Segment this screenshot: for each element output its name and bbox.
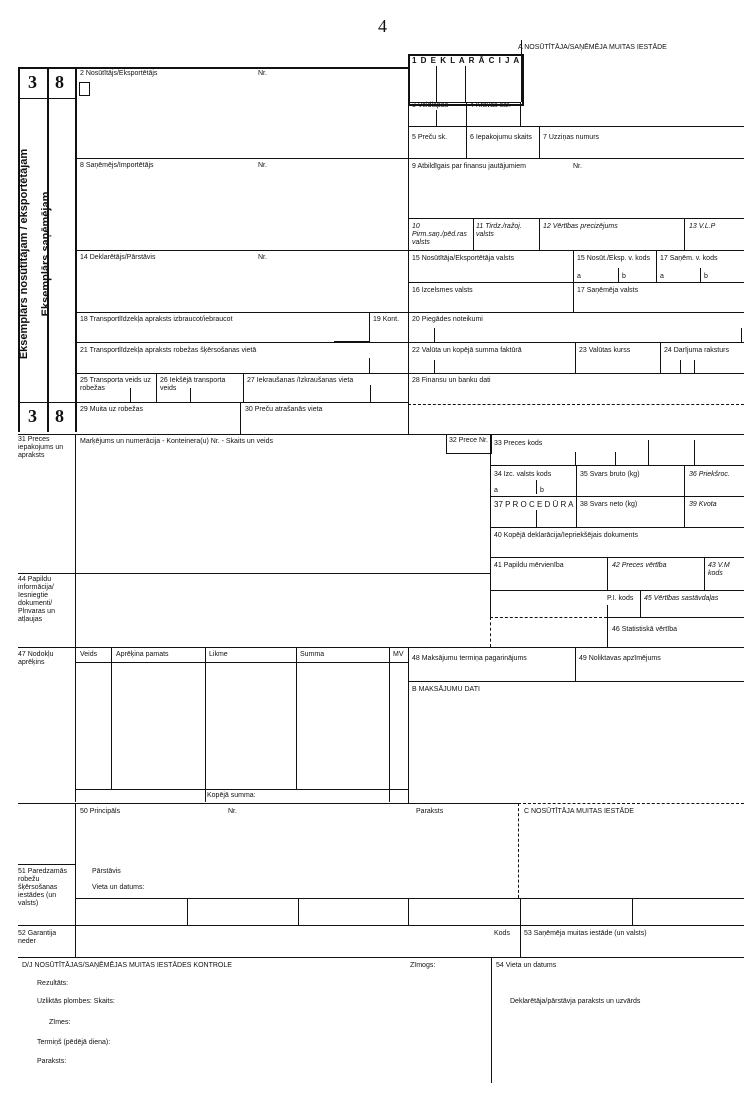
rule (700, 268, 701, 282)
field-19: 19 Kont. (373, 316, 400, 323)
field-12: 12 Vērtības precizējums (543, 223, 618, 230)
rule (75, 662, 408, 663)
field-31-marking: Marķējums un numerācija - Konteinera(u) Nr. - Skaits un veids (80, 438, 273, 445)
rule (491, 957, 492, 1083)
rule (465, 66, 466, 102)
rule (75, 250, 408, 251)
rule (575, 647, 576, 681)
field-6: 6 Iepakojumu skaits (470, 134, 532, 141)
rule (408, 681, 744, 682)
field-26: 26 Iekšējā transporta veids (160, 377, 226, 392)
rule (190, 388, 191, 402)
field-4: 4 Kravas sar. (470, 102, 511, 109)
rule (536, 510, 537, 527)
rule (648, 440, 649, 465)
field-15a: 15 Nosūt./Eksp. v. kods (577, 255, 651, 262)
rule (243, 373, 244, 402)
rule (408, 54, 409, 434)
rule (473, 218, 474, 250)
rule (490, 617, 607, 618)
sub-a-15: a (577, 273, 581, 280)
field-50-signature: Paraksts (416, 808, 444, 815)
field-38: 38 Svars neto (kg) (580, 501, 638, 508)
field-47: 47 Nodokļu aprēķins (18, 651, 54, 666)
rule (518, 803, 744, 804)
rule (75, 647, 76, 802)
field-22: 22 Valūta un kopējā summa faktūrā (412, 347, 522, 354)
rule (18, 925, 744, 926)
rule (490, 496, 744, 497)
rule (573, 250, 574, 312)
field-b: B MAKSĀJUMU DATI (412, 686, 480, 693)
field-30: 30 Preču atrašanās vieta (245, 406, 323, 413)
box-a-label: A NOSŪTĪTĀJA/SAŅĒMĒJA MUITAS IESTĀDE (518, 44, 667, 51)
rule (75, 373, 408, 374)
rule (389, 647, 390, 802)
rule (18, 864, 76, 865)
rule (539, 126, 540, 158)
rule (704, 557, 705, 590)
col-pamats: Aprēķina pamats (116, 651, 169, 658)
field-34: 34 Izc. valsts kods (494, 471, 552, 478)
field-36: 36 Priekšroc. (689, 471, 730, 478)
rule (490, 527, 744, 528)
marks: Zīmes: (49, 1019, 71, 1026)
representative: Pārstāvis (92, 868, 121, 875)
sub-b-17: b (704, 273, 708, 280)
field-53: 53 Saņēmēja muitas iestāde (un valsts) (524, 930, 647, 937)
field-48: 48 Maksājumu termiņa pagarinājums (412, 655, 527, 662)
field-31: 31 Preces iepakojums un apraksts (18, 436, 64, 459)
declarant-signature: Deklarētāja/pārstāvja paraksts un uzvārds (510, 998, 641, 1005)
copy-code-8-bottom: 8 (55, 406, 64, 426)
rule (18, 647, 744, 648)
rule (539, 218, 540, 250)
rule (75, 402, 408, 403)
field-43: 43 V.M kods (708, 562, 730, 577)
copy-label-outer: Eksemplārs nosūtītājam / eksportētājam (18, 148, 30, 360)
rule (75, 434, 76, 574)
rule (466, 126, 467, 158)
field-20: 20 Piegādes noteikumi (412, 316, 483, 323)
rule (660, 342, 661, 373)
field-29: 29 Muita uz robežas (80, 406, 144, 413)
rule (575, 452, 576, 465)
rule (370, 385, 371, 402)
field-8-nr: Nr. (258, 162, 267, 169)
rule (741, 328, 742, 342)
field-37: 37 P R O C E D Ū R A (494, 500, 574, 509)
field-2-checkbox[interactable] (79, 82, 90, 96)
page-number: 4 (378, 16, 387, 36)
field-17: 17 Saņēmēja valsts (577, 287, 639, 294)
result: Rezultāts: (37, 980, 69, 987)
field-33: 33 Preces kods (494, 440, 543, 447)
field-25: 25 Transporta veids uz robežas (80, 377, 151, 392)
rule (640, 590, 641, 617)
rule (618, 268, 619, 282)
field-21: 21 Transportlīdzekļa apraksts robežas šķērsošanas vietā (80, 347, 257, 354)
rule (75, 342, 408, 343)
field-27: 27 Iekraušanas /Izkraušanas vieta (247, 377, 354, 384)
rule (680, 360, 681, 373)
rule (408, 126, 744, 127)
col-veids: Veids (80, 651, 98, 658)
field-5: 5 Preču sk. (412, 134, 448, 141)
rule (408, 373, 744, 374)
place-date: Vieta un datums: (92, 884, 145, 891)
rule (434, 360, 435, 373)
rule (408, 342, 744, 343)
rule (156, 373, 157, 402)
rule (408, 282, 744, 283)
sub-a-17: a (660, 273, 664, 280)
rule (408, 218, 744, 219)
total-sum: Kopējā summa: (207, 792, 256, 799)
sub-a-34: a (494, 487, 498, 494)
field-42: 42 Preces vērtība (612, 562, 667, 569)
field-46: 46 Statistiskā vērtība (612, 626, 677, 633)
field-23: 23 Valūtas kurss (579, 347, 631, 354)
field-16: 16 Izcelsmes valsts (412, 287, 473, 294)
rule (408, 312, 744, 313)
declaration-title: 1 D E K L A R Ā C I J A (412, 56, 521, 65)
rule (520, 898, 521, 925)
rule (436, 66, 437, 102)
stamp: Zīmogs: (410, 962, 436, 969)
rule (684, 218, 685, 250)
rule (18, 957, 744, 958)
rule (575, 342, 576, 373)
rule (18, 434, 744, 435)
rule (75, 898, 744, 899)
rule (490, 465, 744, 466)
col-mv: MV (393, 651, 404, 658)
field-24: 24 Darījuma raksturs (664, 347, 729, 354)
rule (694, 440, 695, 465)
field-14: 14 Deklarētājs/Pārstāvis (80, 254, 156, 261)
rule (18, 573, 490, 574)
rule (490, 557, 744, 558)
field-35: 35 Svars bruto (kg) (580, 471, 640, 478)
col-summa: Summa (300, 651, 325, 658)
rule (240, 402, 241, 434)
field-51: 51 Paredzamās robežu šķērsošanas iestādes (un valsts) (18, 868, 68, 907)
field-44: 44 Papildu informācija/ Iesniegtie dokumenti/ Plnvaras un atļaujas (18, 576, 55, 623)
rule (490, 617, 491, 647)
field-44-pi: P.I. kods (607, 595, 634, 602)
rule (205, 647, 206, 802)
field-kods: Kods (494, 930, 510, 937)
rule (18, 803, 518, 804)
rule (434, 328, 435, 342)
field-11: 11 Tirdz./ražoj. valsts (476, 223, 522, 238)
rule (18, 402, 76, 403)
rule (607, 617, 744, 618)
rule (632, 898, 633, 925)
rule (130, 388, 131, 402)
field-10: 10 Pirm.saņ./pēd.ras valsts (412, 223, 467, 246)
rule (436, 110, 437, 126)
field-40: 40 Kopējā deklarācija/Iepriekšējais dokuments (494, 532, 638, 539)
rule (75, 925, 76, 957)
copy-code-3-bottom: 3 (28, 406, 37, 426)
field-54: 54 Vieta un datums (496, 962, 557, 969)
field-28: 28 Finansu un banku dati (412, 377, 491, 384)
rule (615, 452, 616, 465)
field-3: 3 Veidlapas (412, 102, 449, 109)
field-39: 39 Kvota (689, 501, 717, 508)
field-17a: 17 Saņēm. v. kods (660, 255, 718, 262)
rule (408, 158, 744, 159)
copy-label-inner: Eksemplārs saņēmējam (40, 191, 52, 317)
rule (694, 360, 695, 373)
rule (298, 898, 299, 925)
field-c: C NOSŪTĪTĀJA MUITAS IESTĀDE (524, 808, 634, 815)
field-2-nr: Nr. (258, 70, 267, 77)
field-2: 2 Nosūtītājs/Eksportētājs (80, 70, 158, 77)
field-9: 9 Atbildīgais par finansu jautājumiem (412, 163, 527, 170)
field-d: D/J NOSŪTĪTĀJAS/SAŅĒMĒJAS MUITAS IESTĀDES KONTROLE (22, 962, 232, 969)
rule (75, 158, 408, 159)
sub-b-34: b (540, 487, 544, 494)
field-32: 32 Prece Nr. (449, 437, 488, 444)
field-45: 45 Vērtības sastāvdaļas (644, 595, 719, 602)
field-8: 8 Saņēmējs/Importētājs (80, 162, 154, 169)
rule (408, 250, 744, 251)
field-52: 52 Garantija neder (18, 930, 57, 945)
rule (75, 312, 408, 313)
rule (518, 803, 519, 898)
rule (75, 573, 76, 647)
seals: Uzliktās plombes: Skaits: (37, 998, 115, 1005)
rule (607, 557, 608, 590)
sub-b-15: b (622, 273, 626, 280)
rule (408, 647, 409, 804)
rule (369, 358, 370, 373)
field-15: 15 Nosūtītāja/Eksportētāja valsts (412, 255, 514, 262)
copy-code-3: 3 (28, 72, 37, 92)
col-likme: Likme (209, 651, 228, 658)
rule (187, 898, 188, 925)
rule (408, 898, 409, 925)
rule (296, 647, 297, 789)
field-50: 50 Principāls (80, 808, 121, 815)
rule (111, 647, 112, 789)
rule (536, 480, 537, 494)
rule (466, 102, 467, 126)
rule (520, 925, 521, 957)
rule (18, 98, 76, 99)
deadline: Termiņš (pēdējā diena): (37, 1039, 111, 1046)
rule (656, 250, 657, 282)
field-50-nr: Nr. (228, 808, 237, 815)
signature: Paraksts: (37, 1058, 67, 1065)
field-49: 49 Noliktavas apzīmējums (579, 655, 661, 662)
rule (490, 590, 744, 591)
rule (408, 404, 744, 405)
rule (75, 789, 408, 790)
field-9-nr: Nr. (573, 163, 582, 170)
rule (520, 102, 521, 126)
field-18: 18 Transportlīdzekļa apraksts izbraucot/iebraucot (80, 316, 233, 323)
copy-code-8: 8 (55, 72, 64, 92)
field-14-nr: Nr. (258, 254, 267, 261)
rule (369, 312, 370, 342)
rule (607, 605, 608, 647)
field-13: 13 V.L.P (689, 223, 716, 230)
field-7: 7 Uzziņas numurs (543, 134, 600, 141)
field-41: 41 Papildu mērvienība (494, 562, 564, 569)
